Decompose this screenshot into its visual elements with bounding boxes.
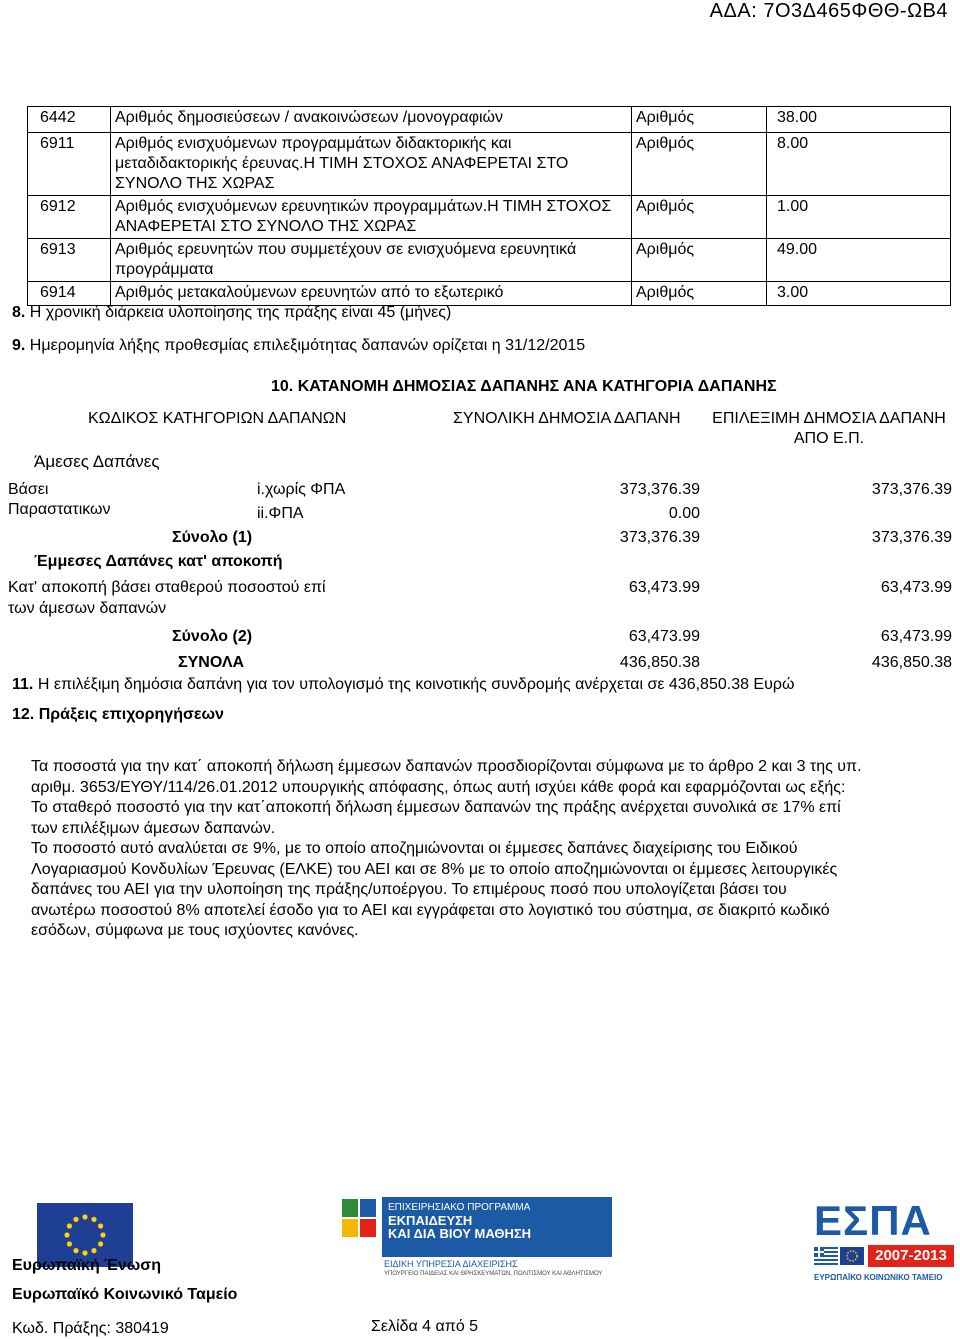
- epeaek-line-3: ΚΑΙ ΔΙΑ ΒΙΟΥ ΜΑΘΗΣΗ: [388, 1226, 532, 1241]
- row-vat-total: 0.00: [668, 505, 700, 522]
- direct-costs-heading: Άμεσες Δαπάνες: [34, 452, 160, 471]
- table-row: [28, 239, 951, 282]
- eu-label: Ευρωπαϊκή Ένωση: [12, 1257, 161, 1274]
- section-8-text: Η χρονική διάρκεια υλοποίησης της πράξης είναι 45 (μήνες): [29, 304, 452, 321]
- section-12-number: 12.: [12, 706, 35, 723]
- ministry-label: ΥΠΟΥΡΓΕΙΟ ΠΑΙΔΕΙΑΣ ΚΑΙ ΘΡΗΣΚΕΥΜΑΤΩΝ, ΠΟΛΙΤΙΣΜΟΥ ΚΑΙ ΑΘΛΗΤΙΣΜΟΥ: [384, 1271, 603, 1277]
- section-8-number: 8.: [12, 304, 26, 321]
- row-novat-label: i.χωρίς ΦΠΑ: [257, 481, 346, 498]
- greek-flag-icon: [814, 1247, 838, 1265]
- indicator-unit: Αριθμός: [632, 133, 767, 196]
- row-novat-total: 373,376.39: [619, 481, 700, 498]
- section-11: [12, 676, 794, 694]
- indirect-costs-heading: Έμμεσες Δαπάνες κατ' αποκοπή: [34, 553, 283, 570]
- epeaek-line-2: ΕΚΠΑΙΔΕΥΣΗ: [388, 1213, 473, 1228]
- espa-slogan: ΕΥΡΩΠΑΪΚΟ ΚΟΙΝΩΝΙΚΟ ΤΑΜΕΙΟ: [814, 1273, 943, 1282]
- section-11-number: 11.: [12, 676, 34, 693]
- basis-label-2: Παραστατικων: [8, 501, 111, 518]
- table-row: [28, 282, 951, 306]
- indicator-code: 6912: [28, 196, 111, 239]
- section-10-title: 10. ΚΑΤΑΝΟΜΗ ΔΗΜΟΣΙΑΣ ΔΑΠΑΝΗΣ ΑΝΑ ΚΑΤΗΓΟΡΙΑ ΔΑΠΑΝΗΣ: [271, 378, 777, 395]
- epeaek-line-1: ΕΠΙΧΕΙΡΗΣΙΑΚΟ ΠΡΟΓΡΑΜΜΑ: [388, 1202, 531, 1213]
- indicator-unit: Αριθμός: [632, 107, 767, 133]
- sum1-total: 373,376.39: [619, 529, 700, 546]
- indicator-description: Αριθμός ερευνητών που συμμετέχουν σε ενισχυόμενα ερευνητικά προγράμματα: [111, 239, 632, 282]
- section-9-text: Ημερομηνία λήξης προθεσμίας επιλεξιμότητας δαπανών ορίζεται η 31/12/2015: [29, 337, 586, 354]
- indicator-description: Αριθμός ενισχυόμενων ερευνητικών προγραμμάτων.Η ΤΙΜΗ ΣΤΟΧΟΣ ΑΝΑΦΕΡΕΤΑΙ ΣΤΟ ΣΥΝΟΛΟ ΤΗΣ ΧΩΡΑΣ: [111, 196, 632, 239]
- eu-small-flag-icon: [840, 1247, 864, 1265]
- indicator-value: 1.00: [767, 196, 951, 239]
- paragraph-line: εσόδων, σύμφωνα με τους ισχύοντες κανόνες.: [31, 922, 359, 939]
- flat-rate-eligible: 63,473.99: [880, 579, 952, 596]
- indicator-value: 8.00: [767, 133, 951, 196]
- ada-code: ΑΔΑ: 7Ο3Δ465ΦΘΘ-ΩΒ4: [709, 0, 948, 22]
- esf-label: Ευρωπαϊκό Κοινωνικό Ταμείο: [12, 1286, 238, 1303]
- paragraph-line: Το ποσοστό αυτό αναλύεται σε 9%, με το οποίο αποζημιώνονται οι έμμεσες δαπάνες διαχείρισης του Ειδικού: [31, 840, 798, 857]
- indicator-code: 6442: [28, 107, 111, 133]
- section-12: [12, 706, 224, 724]
- sum1-label: Σύνολο (1): [172, 529, 253, 546]
- grand-total: 436,850.38: [619, 654, 700, 671]
- indicator-unit: Αριθμός: [632, 196, 767, 239]
- flat-rate-label-1: Κατ' αποκοπή βάσει σταθερού ποσοστού επί: [8, 579, 326, 596]
- grand-total-label: ΣΥΝΟΛΑ: [178, 654, 245, 671]
- indicators-table: [27, 106, 951, 306]
- paragraph-line: ανωτέρω ποσοστού 8% αποτελεί έσοδο για το ΑΕΙ και εγγράφεται στο λογιστικό του σύστημα, σε διακριτό κωδικό: [31, 901, 830, 919]
- indicator-code: 6914: [28, 282, 111, 306]
- paragraph-line: δαπάνες του ΑΕΙ για την υλοποίηση της πράξης/υποέργου. Το επιμέρους ποσό που υπολογίζεται βάσει του: [31, 881, 787, 898]
- table-row: [28, 133, 951, 196]
- indicator-code: 6911: [28, 133, 111, 196]
- epeaek-emblem-icon: [342, 1199, 376, 1239]
- epeaek-title-box: [382, 1197, 612, 1257]
- indicator-unit: Αριθμός: [632, 239, 767, 282]
- flat-rate-label-2: των άμεσων δαπανών: [8, 600, 167, 617]
- table-row: [28, 196, 951, 239]
- indicator-description: Αριθμός μετακαλούμενων ερευνητών από το εξωτερικό: [111, 282, 632, 306]
- column-header-category: ΚΩΔΙΚΟΣ ΚΑΤΗΓΟΡΙΩΝ ΔΑΠΑΝΩΝ: [88, 410, 347, 427]
- column-header-total: ΣΥΝΟΛΙΚΗ ΔΗΜΟΣΙΑ ΔΑΠΑΝΗ: [453, 410, 681, 427]
- section-9: [12, 337, 585, 355]
- indicator-description: Αριθμός δημοσιεύσεων / ανακοινώσεων /μονογραφιών: [111, 107, 632, 133]
- sum2-label: Σύνολο (2): [172, 628, 253, 645]
- indicator-value: 3.00: [767, 282, 951, 306]
- espa-logo: [808, 1197, 958, 1293]
- indicator-code: 6913: [28, 239, 111, 282]
- basis-label-1: Βάσει: [8, 481, 49, 498]
- section-8: [12, 304, 451, 322]
- section-11-text: Η επιλέξιμη δημόσια δαπάνη για τον υπολογισμό της κοινοτικής συνδρομής ανέρχεται σε 436,850.38 Ευρώ: [37, 676, 795, 693]
- espa-years: 2007-2013: [868, 1245, 954, 1267]
- paragraph-line: των επιλέξιμων άμεσων δαπανών.: [31, 819, 276, 837]
- espa-title: ΕΣΠΑ: [814, 1197, 932, 1244]
- flat-rate-total: 63,473.99: [628, 579, 700, 596]
- section-9-number: 9.: [12, 337, 26, 354]
- indicator-value: 49.00: [767, 239, 951, 282]
- indicator-unit: Αριθμός: [632, 282, 767, 306]
- indirect-costs-paragraph: [31, 757, 931, 942]
- project-code: Κωδ. Πράξης: 380419: [12, 1320, 169, 1337]
- epeaek-logo: [342, 1195, 612, 1285]
- paragraph-line: Λογαριασμού Κονδυλίων Έρευνας (ΕΛΚΕ) του ΑΕΙ και σε 8% με το οποίο αποζημιώνονται οι έμμεσες λειτουργικές: [31, 860, 838, 878]
- paragraph-line: αριθμ. 3653/ΕΥΘΥ/114/26.01.2012 υπουργικής απόφασης, όπως αυτή ισχύει κάθε φορά και εφαρμόζονται ως εξής:: [31, 778, 846, 796]
- epeaek-line-4: ΕΙΔΙΚΗ ΥΠΗΡΕΣΙΑ ΔΙΑΧΕΙΡΙΣΗΣ: [384, 1259, 518, 1269]
- paragraph-line: Τα ποσοστά για την κατ΄ αποκοπή δήλωση έμμεσων δαπανών προσδιορίζονται σύμφωνα με το άρθρο 2 και 3 της υπ.: [31, 758, 862, 775]
- column-header-eligible: [700, 409, 958, 449]
- table-row: [28, 107, 951, 133]
- sum2-eligible: 63,473.99: [880, 628, 952, 645]
- column-header-eligible-line2: ΑΠΟ Ε.Π.: [793, 430, 865, 447]
- sum1-eligible: 373,376.39: [871, 529, 952, 546]
- sum2-total: 63,473.99: [628, 628, 700, 645]
- row-vat-label: ii.ΦΠΑ: [257, 505, 304, 522]
- indicator-description: Αριθμός ενισχυόμενων προγραμμάτων διδακτορικής και μεταδιδακτορικής έρευνας.Η ΤΙΜΗ ΣΤΟΧΟΣ ΑΝΑΦΕΡΕΤΑΙ ΣΤΟ ΣΥΝΟΛΟ ΤΗΣ ΧΩΡΑΣ: [111, 133, 632, 196]
- paragraph-line: Το σταθερό ποσοστό για την κατ΄αποκοπή δήλωση έμμεσων δαπανών της πράξης ανέρχεται συνολικά σε 17% επί: [31, 799, 841, 816]
- row-novat-eligible: 373,376.39: [871, 481, 952, 498]
- grand-total-eligible: 436,850.38: [871, 654, 952, 671]
- section-12-text: Πράξεις επιχορηγήσεων: [38, 706, 224, 723]
- indicator-value: 38.00: [767, 107, 951, 133]
- column-header-eligible-line1: ΕΠΙΛΕΞΙΜΗ ΔΗΜΟΣΙΑ ΔΑΠΑΝΗ: [712, 410, 946, 427]
- page-number: Σελίδα 4 από 5: [371, 1318, 479, 1335]
